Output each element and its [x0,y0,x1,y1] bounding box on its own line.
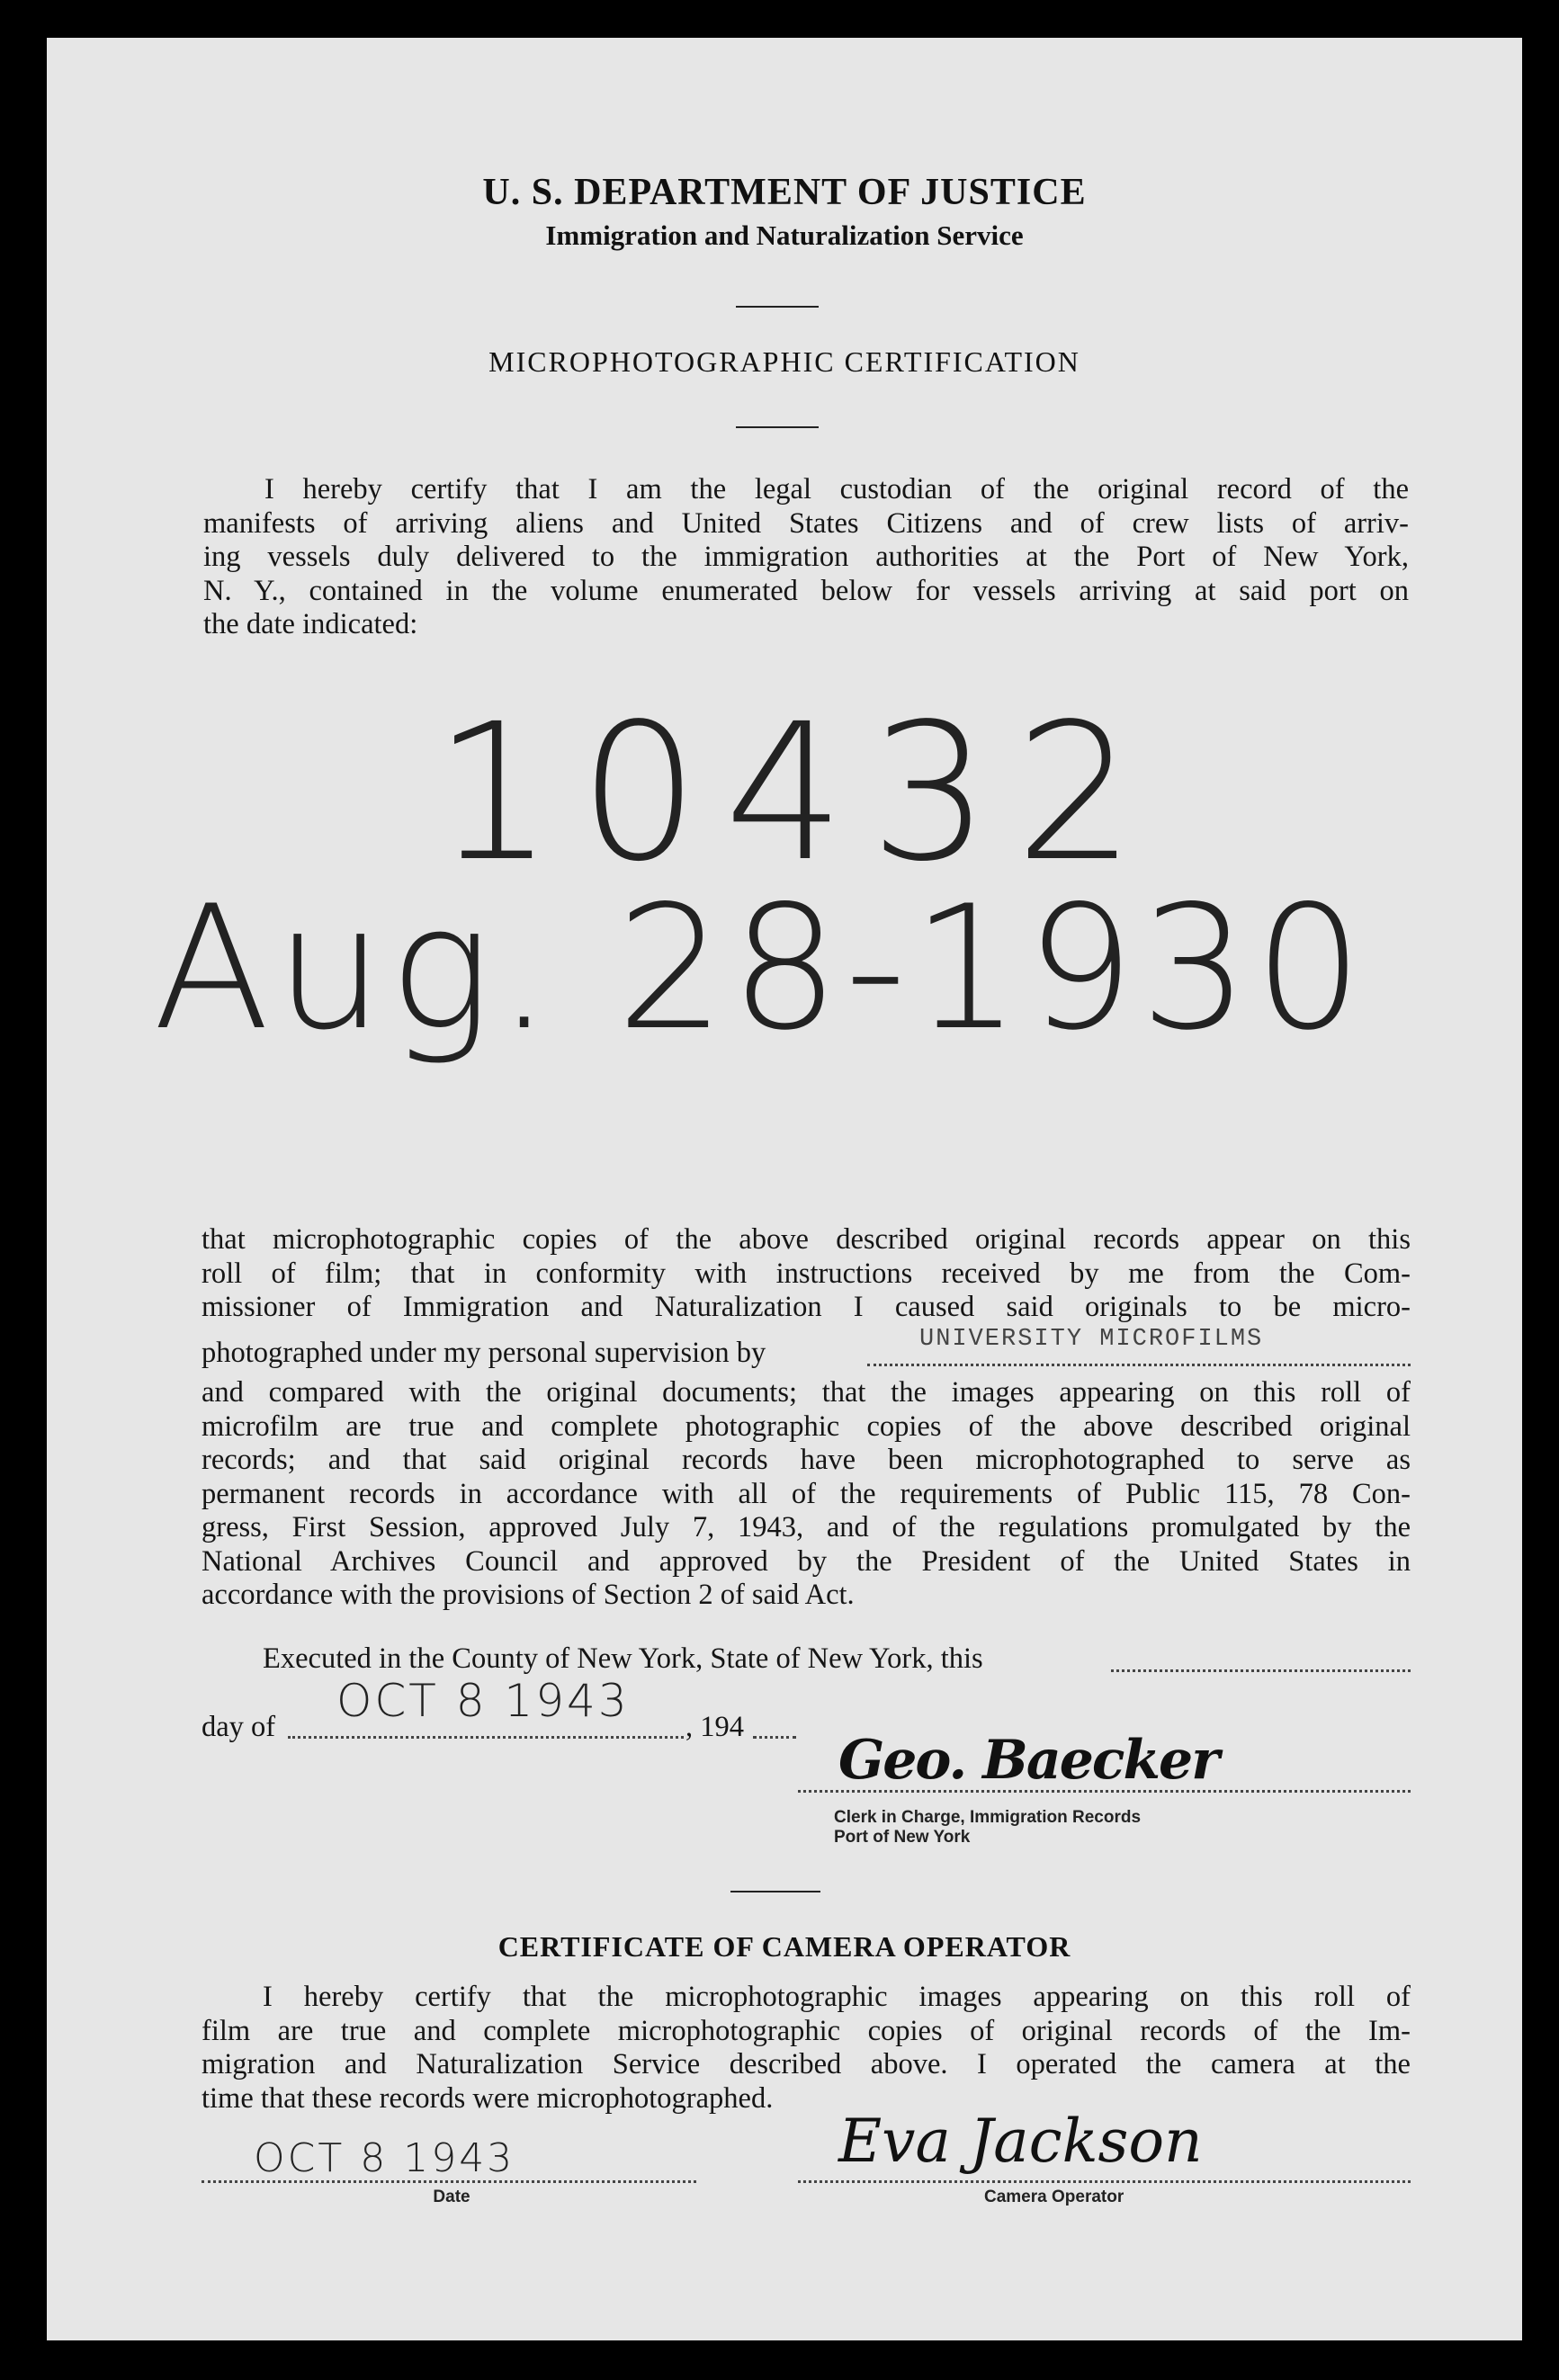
department-title: U. S. DEPARTMENT OF JUSTICE [482,172,1087,213]
execution-date-stamp: OCT 8 1943 [336,1675,630,1727]
body-line: missioner of Immigration and Naturalization I caused said originals to be micro- [202,1291,1411,1323]
camera-paragraph [202,1981,1411,2116]
body-paragraph [202,1223,1411,1325]
intro-line: the date indicated: [203,608,418,640]
supervision-dotted-line [867,1364,1411,1366]
intro-paragraph [203,473,1409,642]
divider-top [736,306,819,308]
camera-date-line [202,2180,696,2183]
camera-date-stamp: OCT 8 1943 [254,2135,515,2181]
body-paragraph-continued [202,1376,1411,1613]
intro-line: I hereby certify that I am the legal custodian of the original record of the [264,473,1409,506]
certification-title: MICROPHOTOGRAPHIC CERTIFICATION [488,345,1080,378]
body-line: roll of film; that in conformity with instructions received by me from the Com- [202,1257,1411,1290]
divider-mid [736,426,819,428]
day-of-dotted-line [288,1736,684,1739]
day-of-label: day of [202,1711,276,1743]
executed-dotted-line [1111,1669,1411,1672]
intro-line: ing vessels duly delivered to the immigration authorities at the Port of New York, [203,541,1409,573]
body-line: and compared with the original documents; that the images appearing on this roll of [202,1376,1411,1409]
service-subtitle: Immigration and Naturalization Service [545,219,1024,251]
camera-line: I hereby certify that the microphotographic images appearing on this roll of [263,1981,1411,2013]
operator-signature: Eva Jackson [838,2107,1203,2176]
camera-line: film are true and complete microphotographic copies of original records of the Im- [202,2014,1411,2047]
body-line: accordance with the provisions of Section 2 of said Act. [202,1579,855,1611]
clerk-title-line: Clerk in Charge, Immigration Records [834,1808,1142,1827]
body-line: National Archives Council and approved by the President of the United States in [202,1544,1411,1578]
body-line: that microphotographic copies of the above described original records appear on this [202,1223,1411,1256]
operator-label: Camera Operator [984,2188,1124,2206]
clerk-signature: Geo. Baecker [838,1729,1218,1792]
supervision-line: photographed under my personal supervision by [202,1337,766,1369]
divider-bottom [730,1891,820,1892]
year-label: , 194 [685,1711,744,1743]
year-dotted-line [753,1736,796,1739]
handwritten-volume-number: 10432 [434,683,1161,903]
handwritten-date: Aug. 28-1930 [153,869,1369,1068]
clerk-signature-line [798,1790,1411,1793]
camera-heading: CERTIFICATE OF CAMERA OPERATOR [497,1930,1071,1963]
camera-line: time that these records were microphotographed. [202,2081,774,2115]
camera-line: migration and Naturalization Service described above. I operated the camera at the [202,2048,1411,2080]
executed-line: Executed in the County of New York, State of New York, this [263,1642,983,1675]
certificate-page [47,38,1522,2340]
supervisor-stamp: UNIVERSITY MICROFILMS [919,1326,1264,1353]
intro-line: manifests of arriving aliens and United States Citizens and of crew lists of arriv- [203,506,1409,540]
operator-signature-line [798,2180,1411,2183]
intro-line: N. Y., contained in the volume enumerated below for vessels arriving at said port on [203,574,1409,607]
clerk-title [834,1808,1141,1848]
body-line: microfilm are true and complete photographic copies of the above described original [202,1409,1411,1443]
body-line: permanent records in accordance with all of the requirements of Public 115, 78 Con- [202,1477,1411,1510]
clerk-location-line: Port of New York [834,1828,971,1847]
body-line: records; and that said original records have been microphotographed to serve as [202,1444,1411,1476]
body-line: gress, First Session, approved July 7, 1943, and of the regulations promulgated by the [202,1511,1411,1543]
camera-date-label: Date [433,2188,470,2206]
